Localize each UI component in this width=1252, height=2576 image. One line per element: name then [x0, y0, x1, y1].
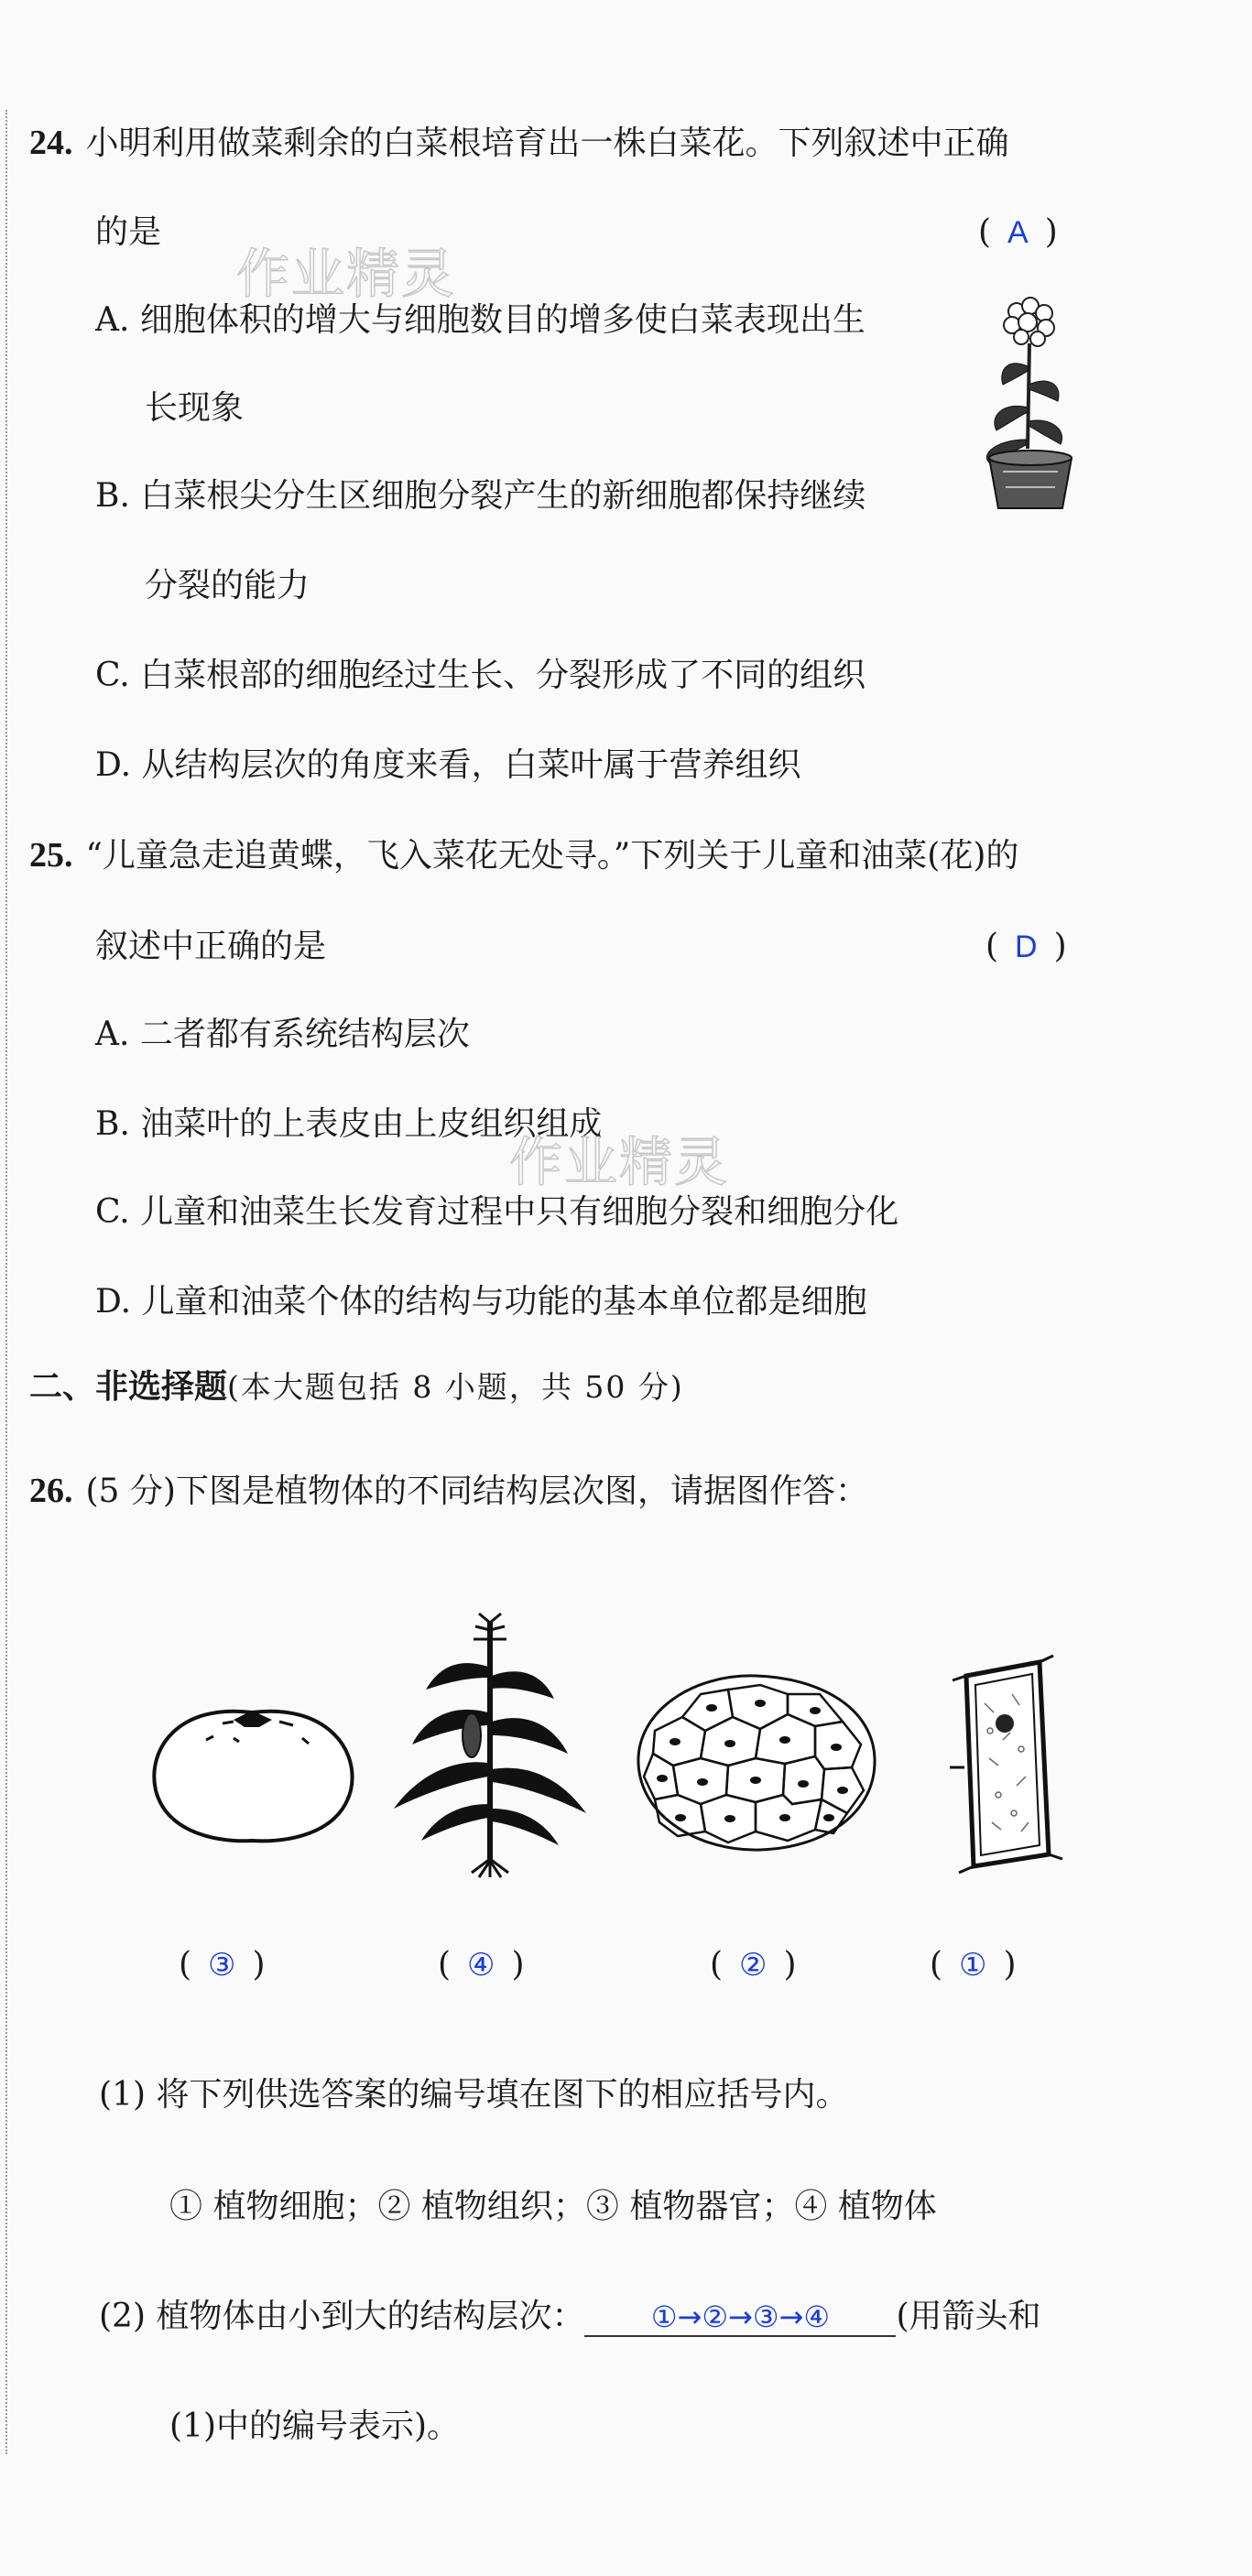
- plant-cell-figure: [948, 1648, 1067, 1877]
- q25-stem-line1: 25. “儿童急走追黄蝶，飞入菜花无处寻。”下列关于儿童和油菜(花)的: [29, 836, 1019, 875]
- plant-tissue-figure: [627, 1667, 884, 1859]
- q24-option-a-line2: 长现象: [145, 389, 245, 427]
- q24-number: 24.: [29, 124, 73, 162]
- watermark-logo-2: 作业精灵: [509, 1131, 730, 1193]
- cabbage-flower-illustration: [962, 293, 1099, 522]
- figure4-answer-bracket: ( ① ): [930, 1946, 1017, 1984]
- q24-option-b-line2: 分裂的能力: [145, 567, 310, 604]
- tomato-organ-figure: [142, 1685, 362, 1850]
- section2-note: (本大题包括 8 小题，共 50 分): [227, 1369, 684, 1405]
- section2-title: 二、非选择题: [29, 1367, 228, 1405]
- q25-answer-bracket: ( D ): [985, 928, 1067, 965]
- q25-option-d: D. 儿童和油菜个体的结构与功能的基本单位都是细胞: [95, 1283, 867, 1321]
- figure3-answer: ②: [739, 1948, 768, 1983]
- q24-answer: A: [1007, 215, 1029, 250]
- section2-header: [29, 1364, 684, 1409]
- q24-answer-bracket: ( A ): [978, 213, 1058, 251]
- q24-stem-line2: 的是: [95, 213, 162, 251]
- q26-stem: 26. (5 分)下图是植物体的不同结构层次图，请据图作答：: [29, 1472, 868, 1510]
- q25-stem-line2: 叙述中正确的是: [95, 928, 327, 965]
- watermark-logo: 作业精灵: [236, 243, 457, 305]
- q26-sub2: (2) 植物体由小到大的结构层次： ①→②→③→④ (用箭头和: [99, 2298, 1041, 2335]
- corn-plant-figure: [380, 1612, 600, 1886]
- figure3-answer-bracket: ( ② ): [710, 1946, 797, 1984]
- figure4-answer: ①: [959, 1948, 987, 1983]
- q26-sub2-answer: ①→②→③→④: [584, 2299, 896, 2337]
- q26-sub2-line2: (1)中的编号表示)。: [169, 2408, 461, 2445]
- q24-option-d: D. 从结构层次的角度来看，白菜叶属于营养组织: [95, 746, 801, 784]
- binding-margin-line: [5, 110, 7, 2454]
- figure2-answer-bracket: ( ④ ): [438, 1946, 525, 1984]
- q25-option-a: A. 二者都有系统结构层次: [95, 1016, 470, 1053]
- q25-answer: D: [1015, 929, 1038, 964]
- q25-option-b: B. 油菜叶的上表皮由上皮组织组成: [95, 1105, 603, 1143]
- q25-number: 25.: [29, 836, 73, 875]
- q25-option-c: C. 儿童和油菜生长发育过程中只有细胞分裂和细胞分化: [95, 1193, 899, 1231]
- q26-choices: ① 植物细胞；② 植物组织；③ 植物器官；④ 植物体: [169, 2188, 937, 2225]
- figure1-answer-bracket: ( ③ ): [179, 1946, 266, 1984]
- figure1-answer: ③: [208, 1948, 236, 1983]
- q24-option-a-line1: A. 细胞体积的增大与细胞数目的增多使白菜表现出生: [95, 301, 866, 339]
- q24-stem-line1: 24. 小明利用做菜剩余的白菜根培育出一株白菜花。下列叙述中正确: [29, 124, 1009, 162]
- q26-sub1: (1) 将下列供选答案的编号填在图下的相应括号内。: [99, 2076, 849, 2114]
- q26-number: 26.: [29, 1472, 73, 1510]
- q24-option-b-line1: B. 白菜根尖分生区细胞分裂产生的新细胞都保持继续: [95, 477, 866, 515]
- figure2-answer: ④: [467, 1948, 495, 1983]
- q24-option-c: C. 白菜根部的细胞经过生长、分裂形成了不同的组织: [95, 657, 866, 694]
